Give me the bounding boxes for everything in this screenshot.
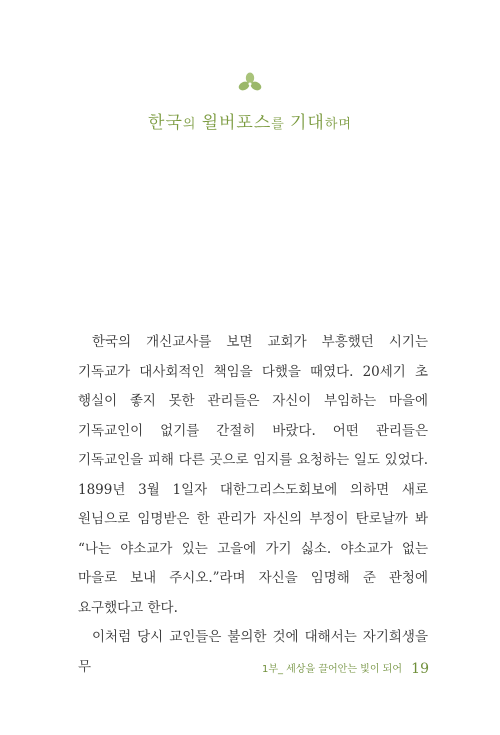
page-number: 19 — [411, 661, 429, 677]
title-part-3: 윌버포스 — [201, 113, 272, 133]
paragraph: 이처럼 당시 교인들은 불의한 것에 대해서는 자기희생을 무 — [78, 629, 428, 675]
paragraph: 한국의 개신교사를 보면 교회가 부흥했던 시기는 기독교가 대사회적인 책임을 다했을 때였다. 20세기 초 행실이 좋지 못한 관리들은 자신이 부임하는 마을에 기독교인이 없기를 간절히 바랐다. 어떤 관리들은 기독교인을 피해 다른 곳으로 임지를 요청하는 일도 있었다. 1899년 3월 1일자 대한그리스도회보에 의하면 새로 원님으로 임명받은 한 관리가 자신의 부정이 탄로날까 봐 “나는 야소교가 있는 고을에 가기 싫소. 야소교가 없는 마을로 보내 주시오.”라며 자신을 임명해 준 관청에 요구했다고 한다. — [78, 334, 428, 616]
chapter-title — [0, 108, 500, 133]
body-text — [78, 328, 428, 682]
title-part-2: 의 — [182, 117, 202, 132]
title-part-5: 기대 — [289, 113, 325, 133]
title-part-1: 한국 — [148, 113, 183, 133]
page-footer — [0, 660, 429, 677]
title-part-4: 를 — [271, 117, 290, 132]
footer-section-title: 1부_ 세상을 끌어안는 빛이 되어 — [261, 664, 402, 675]
title-part-6: 하며 — [324, 117, 352, 132]
clover-leaf-icon — [238, 72, 262, 94]
